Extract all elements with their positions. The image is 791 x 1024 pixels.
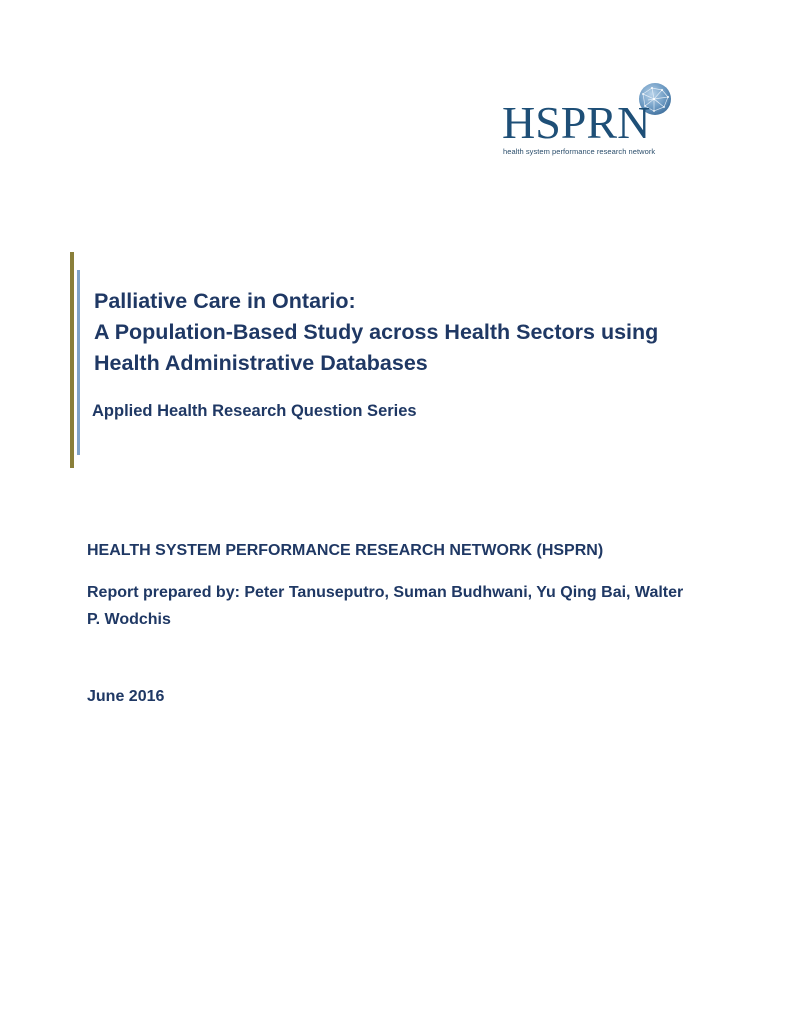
accent-bar-gold	[70, 252, 74, 468]
title-line-1: Palliative Care in Ontario:	[94, 289, 356, 313]
prepared-by: Report prepared by: Peter Tanuseputro, Suman Budhwani, Yu Qing Bai, Walter P. Wodchis	[87, 584, 684, 628]
organization-name: HEALTH SYSTEM PERFORMANCE RESEARCH NETWORK (HSPRN)	[87, 542, 604, 559]
logo-tagline: health system performance research network	[503, 147, 656, 156]
title-block	[70, 252, 710, 470]
report-date: June 2016	[87, 688, 165, 705]
series-subtitle: Applied Health Research Question Series	[92, 402, 417, 420]
title-line-3: Health Administrative Databases	[94, 351, 428, 375]
logo-wordmark: HSPRN	[502, 97, 651, 148]
title-line-2: A Population-Based Study across Health Sectors using	[94, 320, 659, 344]
hsprn-logo	[500, 80, 675, 160]
accent-bar-blue	[77, 270, 80, 455]
